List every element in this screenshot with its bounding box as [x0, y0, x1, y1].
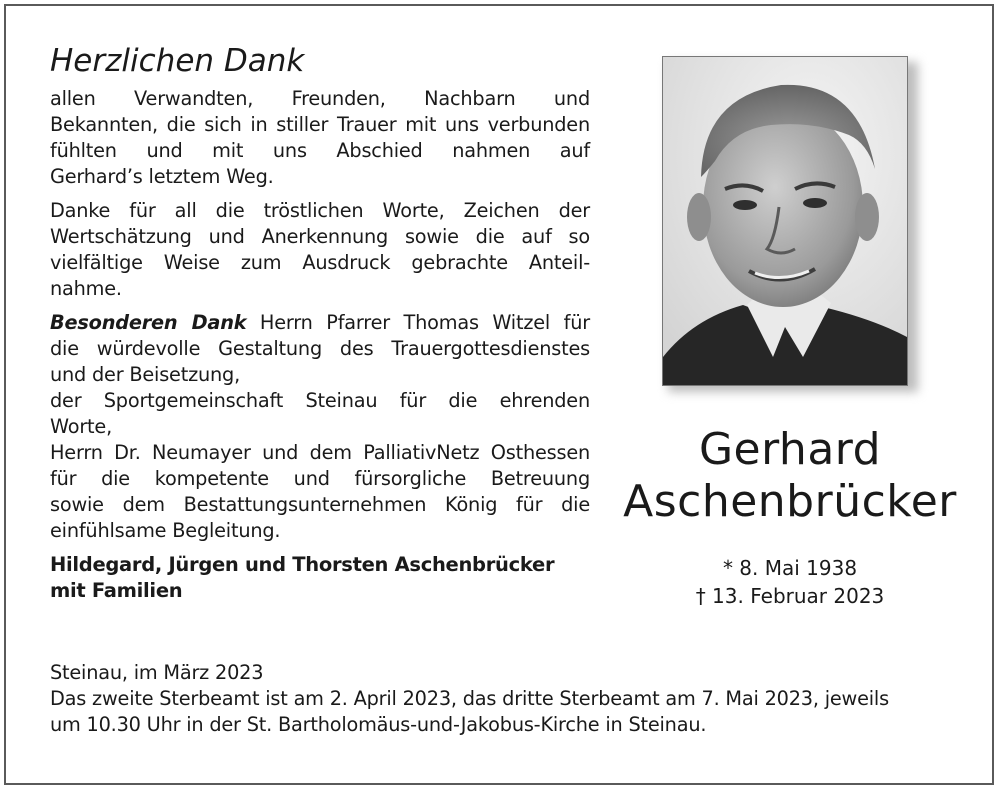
text-line: der Sportgemeinschaft Steinau für die ehrenden: [50, 389, 590, 412]
memorial-service-line: um 10.30 Uhr in der St. Bartholomäus-und-Jakobus-Kirche in Steinau.: [50, 713, 707, 736]
portrait-photo: [662, 56, 908, 386]
text-line: Worte,: [50, 415, 113, 438]
paragraph-relatives: [50, 86, 590, 190]
special-thanks-lead: Besonderen Dank: [50, 311, 247, 334]
special-thanks-line: Herrn Pfarrer Thomas Witzel für: [246, 311, 590, 334]
text-line: [50, 310, 590, 336]
family-names: Hildegard, Jürgen und Thorsten Aschenbrücker: [50, 553, 555, 576]
text-line: vielfältige Weise zum Ausdruck gebrachte Anteil-: [50, 251, 590, 274]
place-date: Steinau, im März 2023: [50, 661, 264, 684]
text-line: Gerhard’s letztem Weg.: [50, 165, 274, 188]
text-line: einfühlsame Begleitung.: [50, 519, 281, 542]
text-line: für die kompetente und fürsorgliche Betreuung: [50, 467, 590, 490]
family-suffix: mit Familien: [50, 579, 183, 602]
deceased-last-name: Aschenbrücker: [623, 476, 957, 527]
paragraph-special-thanks: [50, 310, 590, 544]
deceased-first-name: Gerhard: [698, 424, 882, 475]
family-signature: [50, 552, 590, 604]
text-line: die würdevolle Gestaltung des Trauergottesdienstes: [50, 337, 590, 360]
text-line: Herrn Dr. Neumayer und dem PalliativNetz Osthessen: [50, 441, 590, 464]
heading: Herzlichen Dank: [50, 43, 305, 79]
text-line: nahme.: [50, 277, 122, 300]
text-line: fühlten und mit uns Abschied nahmen auf: [50, 139, 590, 162]
bottom-notice: [50, 660, 950, 738]
birth-date: * 8. Mai 1938: [722, 556, 858, 580]
death-date: † 13. Februar 2023: [695, 584, 885, 608]
text-line: Danke für all die tröstlichen Worte, Zeichen der: [50, 199, 590, 222]
thanks-text-column: [50, 42, 590, 616]
text-line: allen Verwandten, Freunden, Nachbarn und: [50, 87, 590, 110]
paragraph-thanks-words: [50, 198, 590, 302]
text-line: Wertschätzung und Anerkennung sowie die auf so: [50, 225, 590, 248]
text-line: sowie dem Bestattungsunternehmen König für die: [50, 493, 590, 516]
text-line: und der Beisetzung,: [50, 363, 241, 386]
memorial-service-line: Das zweite Sterbeamt ist am 2. April 2023, das dritte Sterbeamt am 7. Mai 2023, jeweils: [50, 687, 889, 710]
text-line: Bekannten, die sich in stiller Trauer mit uns verbunden: [50, 113, 590, 136]
portrait-illustration: [663, 57, 907, 385]
